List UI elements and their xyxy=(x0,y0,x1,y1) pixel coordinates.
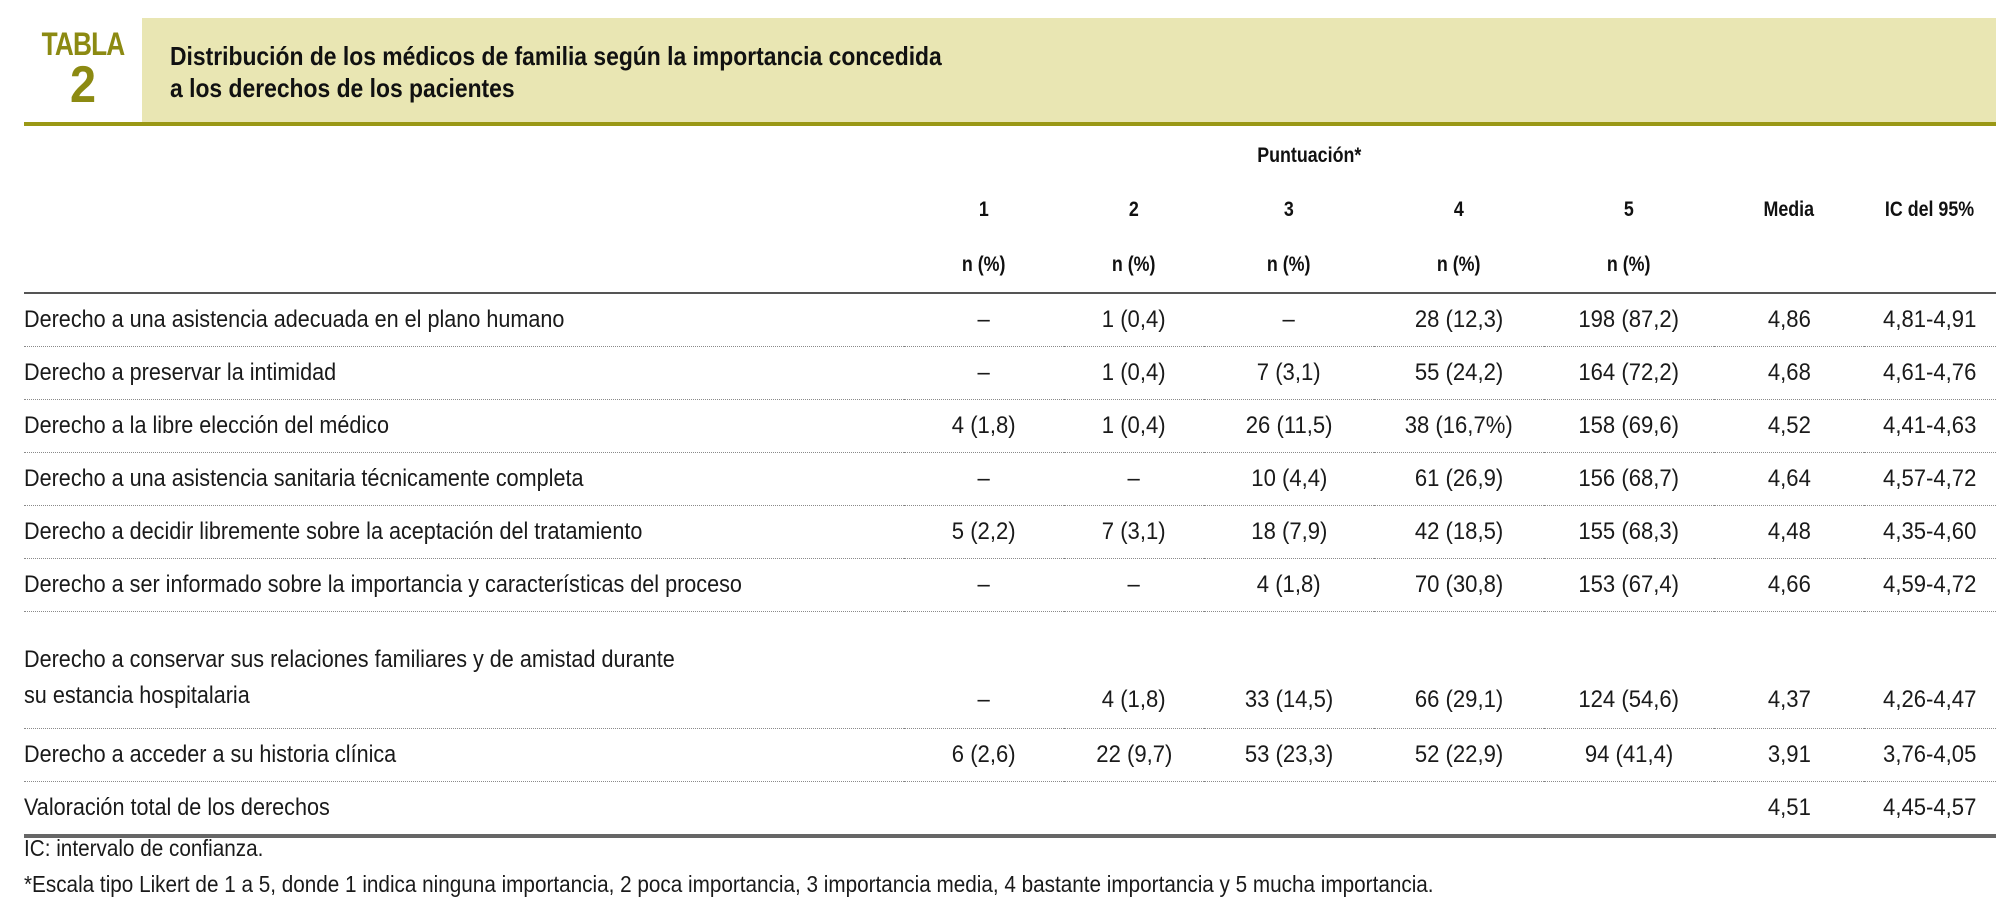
table-row xyxy=(24,559,1996,612)
cell-score-3: 7 (3,1) xyxy=(1204,347,1374,400)
col-header-score-3: 3 xyxy=(1284,198,1294,221)
tabla-number: 2 xyxy=(69,56,97,114)
cell-score-4: 42 (18,5) xyxy=(1374,506,1544,559)
cell-score-5: 158 (69,6) xyxy=(1544,400,1714,453)
row-label: Valoración total de los derechos xyxy=(24,782,904,837)
cell-media: 3,91 xyxy=(1714,729,1864,782)
cell-score-1: 5 (2,2) xyxy=(904,506,1064,559)
data-table xyxy=(24,130,1996,838)
table-header xyxy=(24,18,1996,122)
cell-score-3: 26 (11,5) xyxy=(1204,400,1374,453)
table-row xyxy=(24,347,1996,400)
cell-ic: 4,61-4,76 xyxy=(1864,347,1996,400)
table-row xyxy=(24,453,1996,506)
cell-score-2: – xyxy=(1064,453,1204,506)
table-row xyxy=(24,612,1996,729)
table-number-box xyxy=(24,18,142,122)
cell-score-1: 6 (2,6) xyxy=(904,729,1064,782)
cell-media: 4,68 xyxy=(1714,347,1864,400)
cell-score-3: 4 (1,8) xyxy=(1204,559,1374,612)
col-unit-3: n (%) xyxy=(1204,238,1374,293)
cell-score-3: 18 (7,9) xyxy=(1204,506,1374,559)
cell-score-1: – xyxy=(904,559,1064,612)
cell-score-4: 66 (29,1) xyxy=(1374,612,1544,729)
table-row xyxy=(24,400,1996,453)
tabla-label: TABLA xyxy=(41,26,125,62)
col-unit-2: n (%) xyxy=(1064,238,1204,293)
table-row xyxy=(24,729,1996,782)
cell-media: 4,52 xyxy=(1714,400,1864,453)
footnotes xyxy=(24,830,1590,902)
row-label: Derecho a una asistencia adecuada en el plano humano xyxy=(24,293,904,347)
cell-ic: 4,81-4,91 xyxy=(1864,293,1996,347)
col-unit-1: n (%) xyxy=(904,238,1064,293)
cell-score-5: 153 (67,4) xyxy=(1544,559,1714,612)
cell-media: 4,66 xyxy=(1714,559,1864,612)
col-header-media: Media xyxy=(1763,198,1815,221)
cell-score-2: – xyxy=(1064,559,1204,612)
cell-score-1: – xyxy=(904,453,1064,506)
cell-score-5: 164 (72,2) xyxy=(1544,347,1714,400)
table-title: Distribución de los médicos de familia según la importancia concedida a los derechos de los pacientes xyxy=(170,41,942,103)
table-row xyxy=(24,293,1996,347)
row-label-line-2: su estancia hospitalaria xyxy=(24,682,250,709)
cell-ic: 4,59-4,72 xyxy=(1864,559,1996,612)
col-unit-5: n (%) xyxy=(1544,238,1714,293)
cell-score-2: 7 (3,1) xyxy=(1064,506,1204,559)
col-header-ic: IC del 95% xyxy=(1885,198,1975,221)
cell-score-2: 22 (9,7) xyxy=(1064,729,1204,782)
cell-ic: 3,76-4,05 xyxy=(1864,729,1996,782)
cell-score-2: 1 (0,4) xyxy=(1064,400,1204,453)
row-label: Derecho a la libre elección del médico xyxy=(24,400,904,453)
col-header-score-1: 1 xyxy=(979,198,989,221)
cell-score-2: 4 (1,8) xyxy=(1064,612,1204,729)
row-label xyxy=(24,612,904,729)
cell-score-3: 10 (4,4) xyxy=(1204,453,1374,506)
group-header-puntuacion: Puntuación* xyxy=(1256,144,1362,167)
cell-ic: 4,41-4,63 xyxy=(1864,400,1996,453)
cell-ic: 4,26-4,47 xyxy=(1864,612,1996,729)
col-header-score-5: 5 xyxy=(1624,198,1634,221)
cell-media: 4,86 xyxy=(1714,293,1864,347)
cell-score-5: 94 (41,4) xyxy=(1544,729,1714,782)
row-label: Derecho a preservar la intimidad xyxy=(24,347,904,400)
cell-media: 4,64 xyxy=(1714,453,1864,506)
cell-score-5: 124 (54,6) xyxy=(1544,612,1714,729)
row-label: Derecho a decidir libremente sobre la aceptación del tratamiento xyxy=(24,506,904,559)
row-label-line-1: Derecho a conservar sus relaciones familiares y de amistad durante xyxy=(24,646,675,673)
cell-score-1: – xyxy=(904,293,1064,347)
col-unit-4: n (%) xyxy=(1374,238,1544,293)
cell-media: 4,48 xyxy=(1714,506,1864,559)
cell-score-2: 1 (0,4) xyxy=(1064,293,1204,347)
cell-ic: 4,45-4,57 xyxy=(1864,782,1996,837)
row-label: Derecho a ser informado sobre la importancia y características del proceso xyxy=(24,559,904,612)
cell-ic: 4,57-4,72 xyxy=(1864,453,1996,506)
cell-score-4: 55 (24,2) xyxy=(1374,347,1544,400)
cell-score-3: 33 (14,5) xyxy=(1204,612,1374,729)
cell-score-5: 155 (68,3) xyxy=(1544,506,1714,559)
row-label: Derecho a acceder a su historia clínica xyxy=(24,729,904,782)
cell-score-5: 198 (87,2) xyxy=(1544,293,1714,347)
cell-score-1: – xyxy=(904,347,1064,400)
cell-media: 4,51 xyxy=(1714,782,1864,837)
table-row-total xyxy=(24,782,1996,837)
col-header-score-4: 4 xyxy=(1454,198,1464,221)
table-row xyxy=(24,506,1996,559)
cell-score-3: – xyxy=(1204,293,1374,347)
table-figure xyxy=(24,18,1996,897)
cell-score-1: 4 (1,8) xyxy=(904,400,1064,453)
row-label: Derecho a una asistencia sanitaria técnicamente completa xyxy=(24,453,904,506)
cell-score-5: 156 (68,7) xyxy=(1544,453,1714,506)
cell-score-4: 70 (30,8) xyxy=(1374,559,1544,612)
cell-ic: 4,35-4,60 xyxy=(1864,506,1996,559)
col-header-score-2: 2 xyxy=(1129,198,1139,221)
cell-score-4: 52 (22,9) xyxy=(1374,729,1544,782)
header-rule xyxy=(24,122,1996,126)
cell-score-2: 1 (0,4) xyxy=(1064,347,1204,400)
cell-score-4: 61 (26,9) xyxy=(1374,453,1544,506)
cell-score-3: 53 (23,3) xyxy=(1204,729,1374,782)
footnote-ic: IC: intervalo de confianza. xyxy=(24,835,264,861)
footnote-scale: *Escala tipo Likert de 1 a 5, donde 1 indica ninguna importancia, 2 poca importancia, 3 importancia media, 4 bastante importancia y 5 mucha importancia. xyxy=(24,871,1434,897)
cell-score-4: 28 (12,3) xyxy=(1374,293,1544,347)
cell-score-4: 38 (16,7%) xyxy=(1374,400,1544,453)
cell-score-1: – xyxy=(904,612,1064,729)
cell-media: 4,37 xyxy=(1714,612,1864,729)
title-band xyxy=(142,18,1996,122)
